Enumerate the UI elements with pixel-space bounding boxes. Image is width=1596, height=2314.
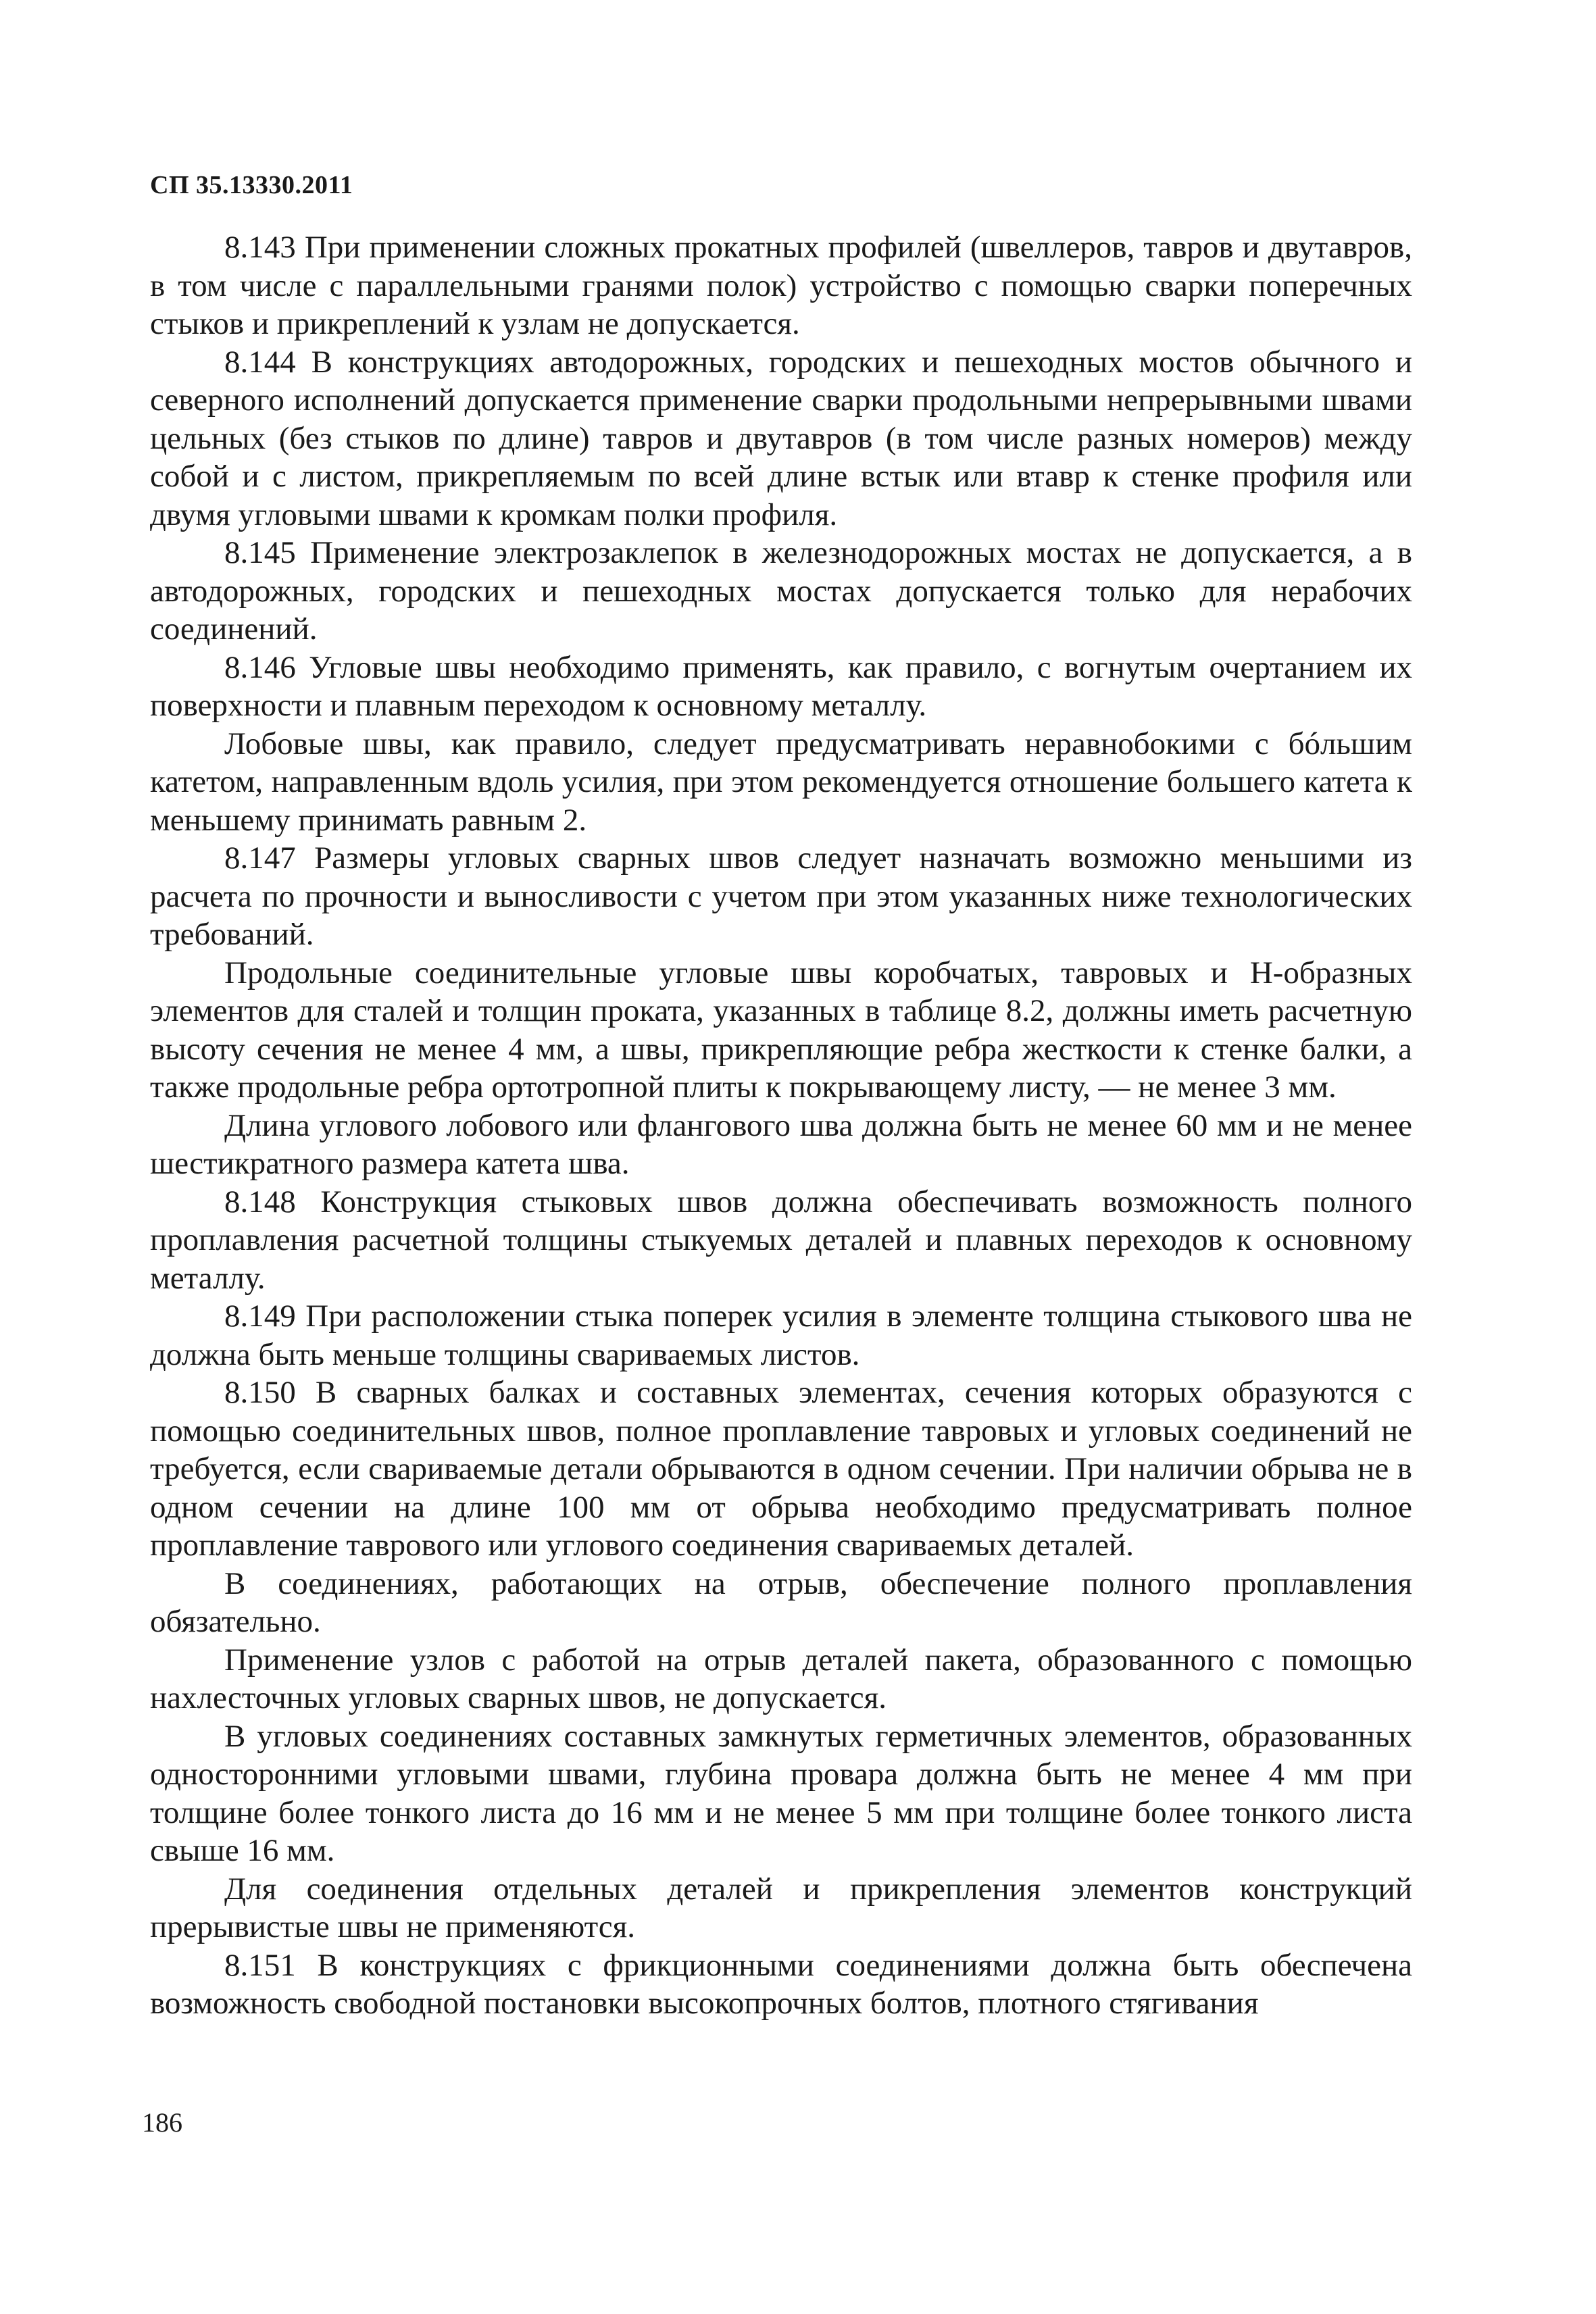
paragraph-weld-length: Длина углового лобового или флангового шва должна быть не менее 60 мм и не менее шестикратного размера катета шва. <box>150 1107 1412 1181</box>
paragraph-8-149: 8.149 При расположении стыка поперек усилия в элементе толщина стыкового шва не должна быть меньше толщины свариваемых листов. <box>150 1299 1412 1372</box>
paragraph-8-146: 8.146 Угловые швы необходимо применять, как правило, с вогнутым очертанием их поверхности и плавным переходом к основному металлу. <box>150 649 1412 723</box>
page-number: 186 <box>142 2107 182 2138</box>
paragraph-tension-joints: В соединениях, работающих на отрыв, обеспечение полного проплавления обязательно. <box>150 1565 1412 1639</box>
paragraph-8-148: 8.148 Конструкция стыковых швов должна обеспечивать возможность полного проплавления расчетной толщины стыкуемых деталей и плавных переходов к основному металлу. <box>150 1184 1412 1296</box>
paragraph-8-150: 8.150 В сварных балках и составных элементах, сечения которых образуются с помощью соединительных швов, полное проплавление тавровых и угловых соединений не требуется, если свариваемые детали обрываются в одном сечении. При наличии обрыва не в одном сечении на длине 100 мм от обрыва необходимо предусматривать полное проплавление таврового или углового соединения свариваемых деталей. <box>150 1375 1412 1563</box>
paragraph-frontal-welds: Лобовые швы, как правило, следует предусматривать неравнобокими с бóльшим катетом, направленным вдоль усилия, при этом рекомендуется отношение большего катета к меньшему принимать равным 2. <box>150 726 1412 838</box>
paragraph-8-145: 8.145 Применение электрозаклепок в железнодорожных мостах не допускается, а в автодорожных, городских и пешеходных мостах допускается только для нерабочих соединений. <box>150 535 1412 647</box>
paragraph-closed-elements: В угловых соединениях составных замкнутых герметичных элементов, образованных односторонними угловыми швами, глубина провара должна быть не менее 4 мм при толщине более тонкого листа до 16 мм и не менее 5 мм при толщине более тонкого листа свыше 16 мм. <box>150 1718 1412 1868</box>
document-code-header: СП 35.13330.2011 <box>150 171 353 199</box>
paragraph-longitudinal-welds: Продольные соединительные угловые швы коробчатых, тавровых и Н-образных элементов для сталей и толщин проката, указанных в таблице 8.2, должны иметь расчетную высоту сечения не менее 4 мм, а швы, прикрепляющие ребра жесткости к стенке балки, а также продольные ребра ортотропной плиты к покрывающему листу, — не менее 3 мм. <box>150 955 1412 1105</box>
paragraph-8-151: 8.151 В конструкциях с фрикционными соединениями должна быть обеспечена возможность свободной постановки высокопрочных болтов, плотного стягивания <box>150 1947 1412 2021</box>
paragraph-lap-joints: Применение узлов с работой на отрыв деталей пакета, образованного с помощью нахлесточных угловых сварных швов, не допускается. <box>150 1642 1412 1715</box>
paragraph-8-147: 8.147 Размеры угловых сварных швов следует назначать возможно меньшими из расчета по прочности и выносливости с учетом при этом указанных ниже технологических требований. <box>150 840 1412 952</box>
paragraph-8-144: 8.144 В конструкциях автодорожных, городских и пешеходных мостов обычного и северного исполнений допускается применение сварки продольными непрерывными швами цельных (без стыков по длине) тавров и двутавров (в том числе разных номеров) между собой и с листом, прикрепляемым по всей длине встык или втавр к стенке профиля или двумя угловыми швами к кромкам полки профиля. <box>150 344 1412 532</box>
page-body <box>150 228 1412 2023</box>
paragraph-intermittent-welds: Для соединения отдельных деталей и прикрепления элементов конструкций прерывистые швы не применяются. <box>150 1871 1412 1944</box>
paragraph-8-143: 8.143 При применении сложных прокатных профилей (швеллеров, тавров и двутавров, в том числе с параллельными гранями полок) устройство с помощью сварки поперечных стыков и прикреплений к узлам не допускается. <box>150 230 1412 341</box>
